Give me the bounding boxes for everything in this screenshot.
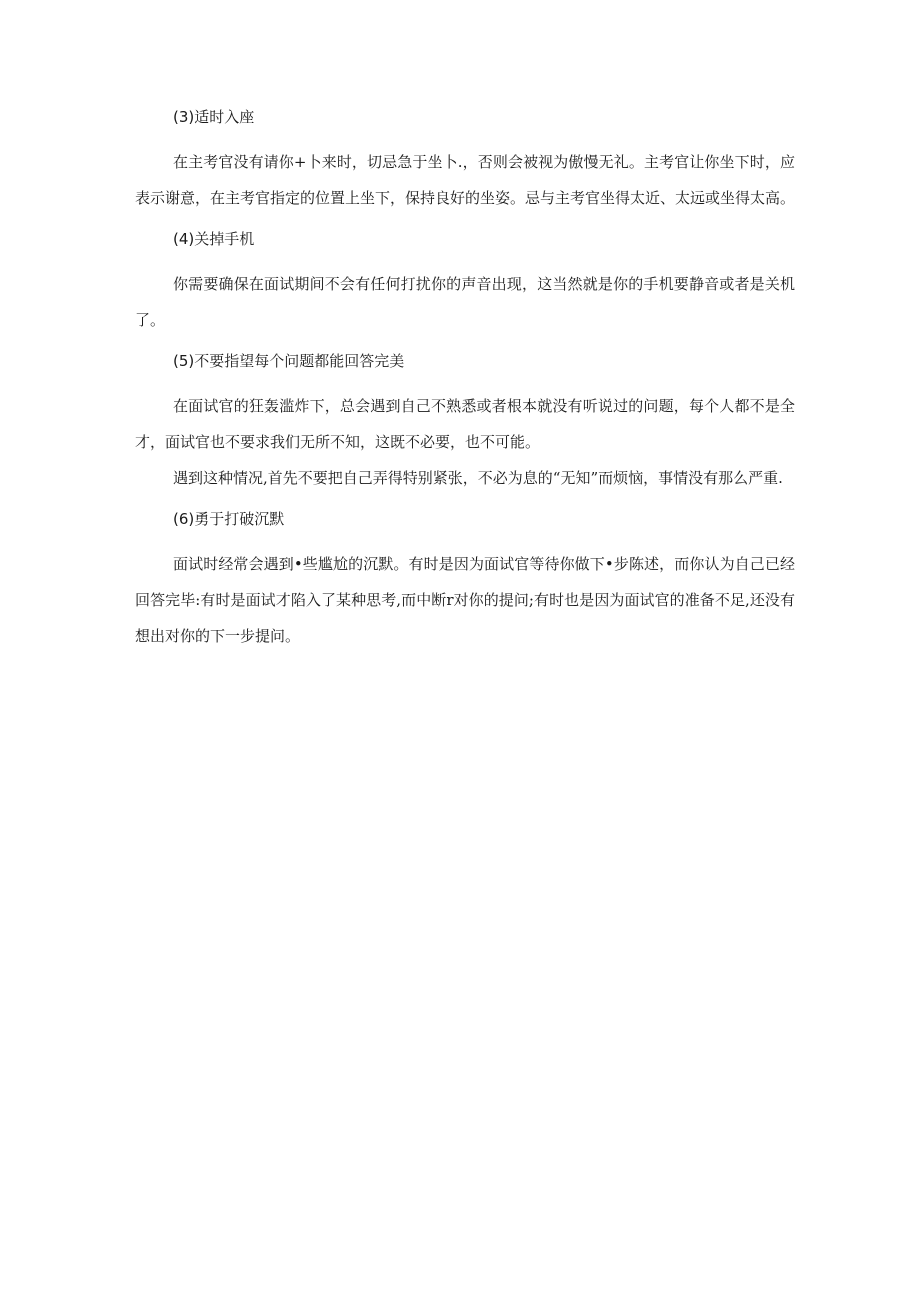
section-paragraph: 在主考官没有请你+卜来时，切忌急于坐卜.，否则会被视为傲慢无礼。主考官让你坐下时，应表示谢意，在主考官指定的位置上坐下，保持良好的坐姿。忌与主考官坐得太近、太远或坐得太高。 xyxy=(135,153,796,207)
section-heading-6: (6)勇于打破沉默 xyxy=(173,510,285,528)
section-heading-3: (3)适时入座 xyxy=(173,108,255,126)
section-paragraph: 你需要确保在面试期间不会有任何打扰你的声音出现，这当然就是你的手机要静音或者是关机了。 xyxy=(135,275,795,329)
document-body xyxy=(135,102,795,654)
section-heading-4: (4)关掉手机 xyxy=(173,230,255,248)
section-paragraph: 在面试官的狂轰滥炸下，总会遇到自己不熟悉或者根本就没有听说过的问题，每个人都不是全才，面试官也不要求我们无所不知，这既不必要，也不可能。 xyxy=(135,397,795,451)
section-paragraph: 面试时经常会遇到•些尴尬的沉默。有时是因为面试官等待你做下•步陈述，而你认为自己已经回答完毕:有时是面试才陷入了某种思考,而中断r对你的提问;有时也是因为面试官的准备不足,还没有想出对你的下一步提问。 xyxy=(135,555,795,645)
section-paragraph: 遇到这种情况,首先不要把自己弄得特别紧张，不必为息的“无知”而烦恼，事情没有那么严重. xyxy=(173,469,783,487)
section-heading-5: (5)不要指望每个问题都能回答完美 xyxy=(173,352,405,370)
